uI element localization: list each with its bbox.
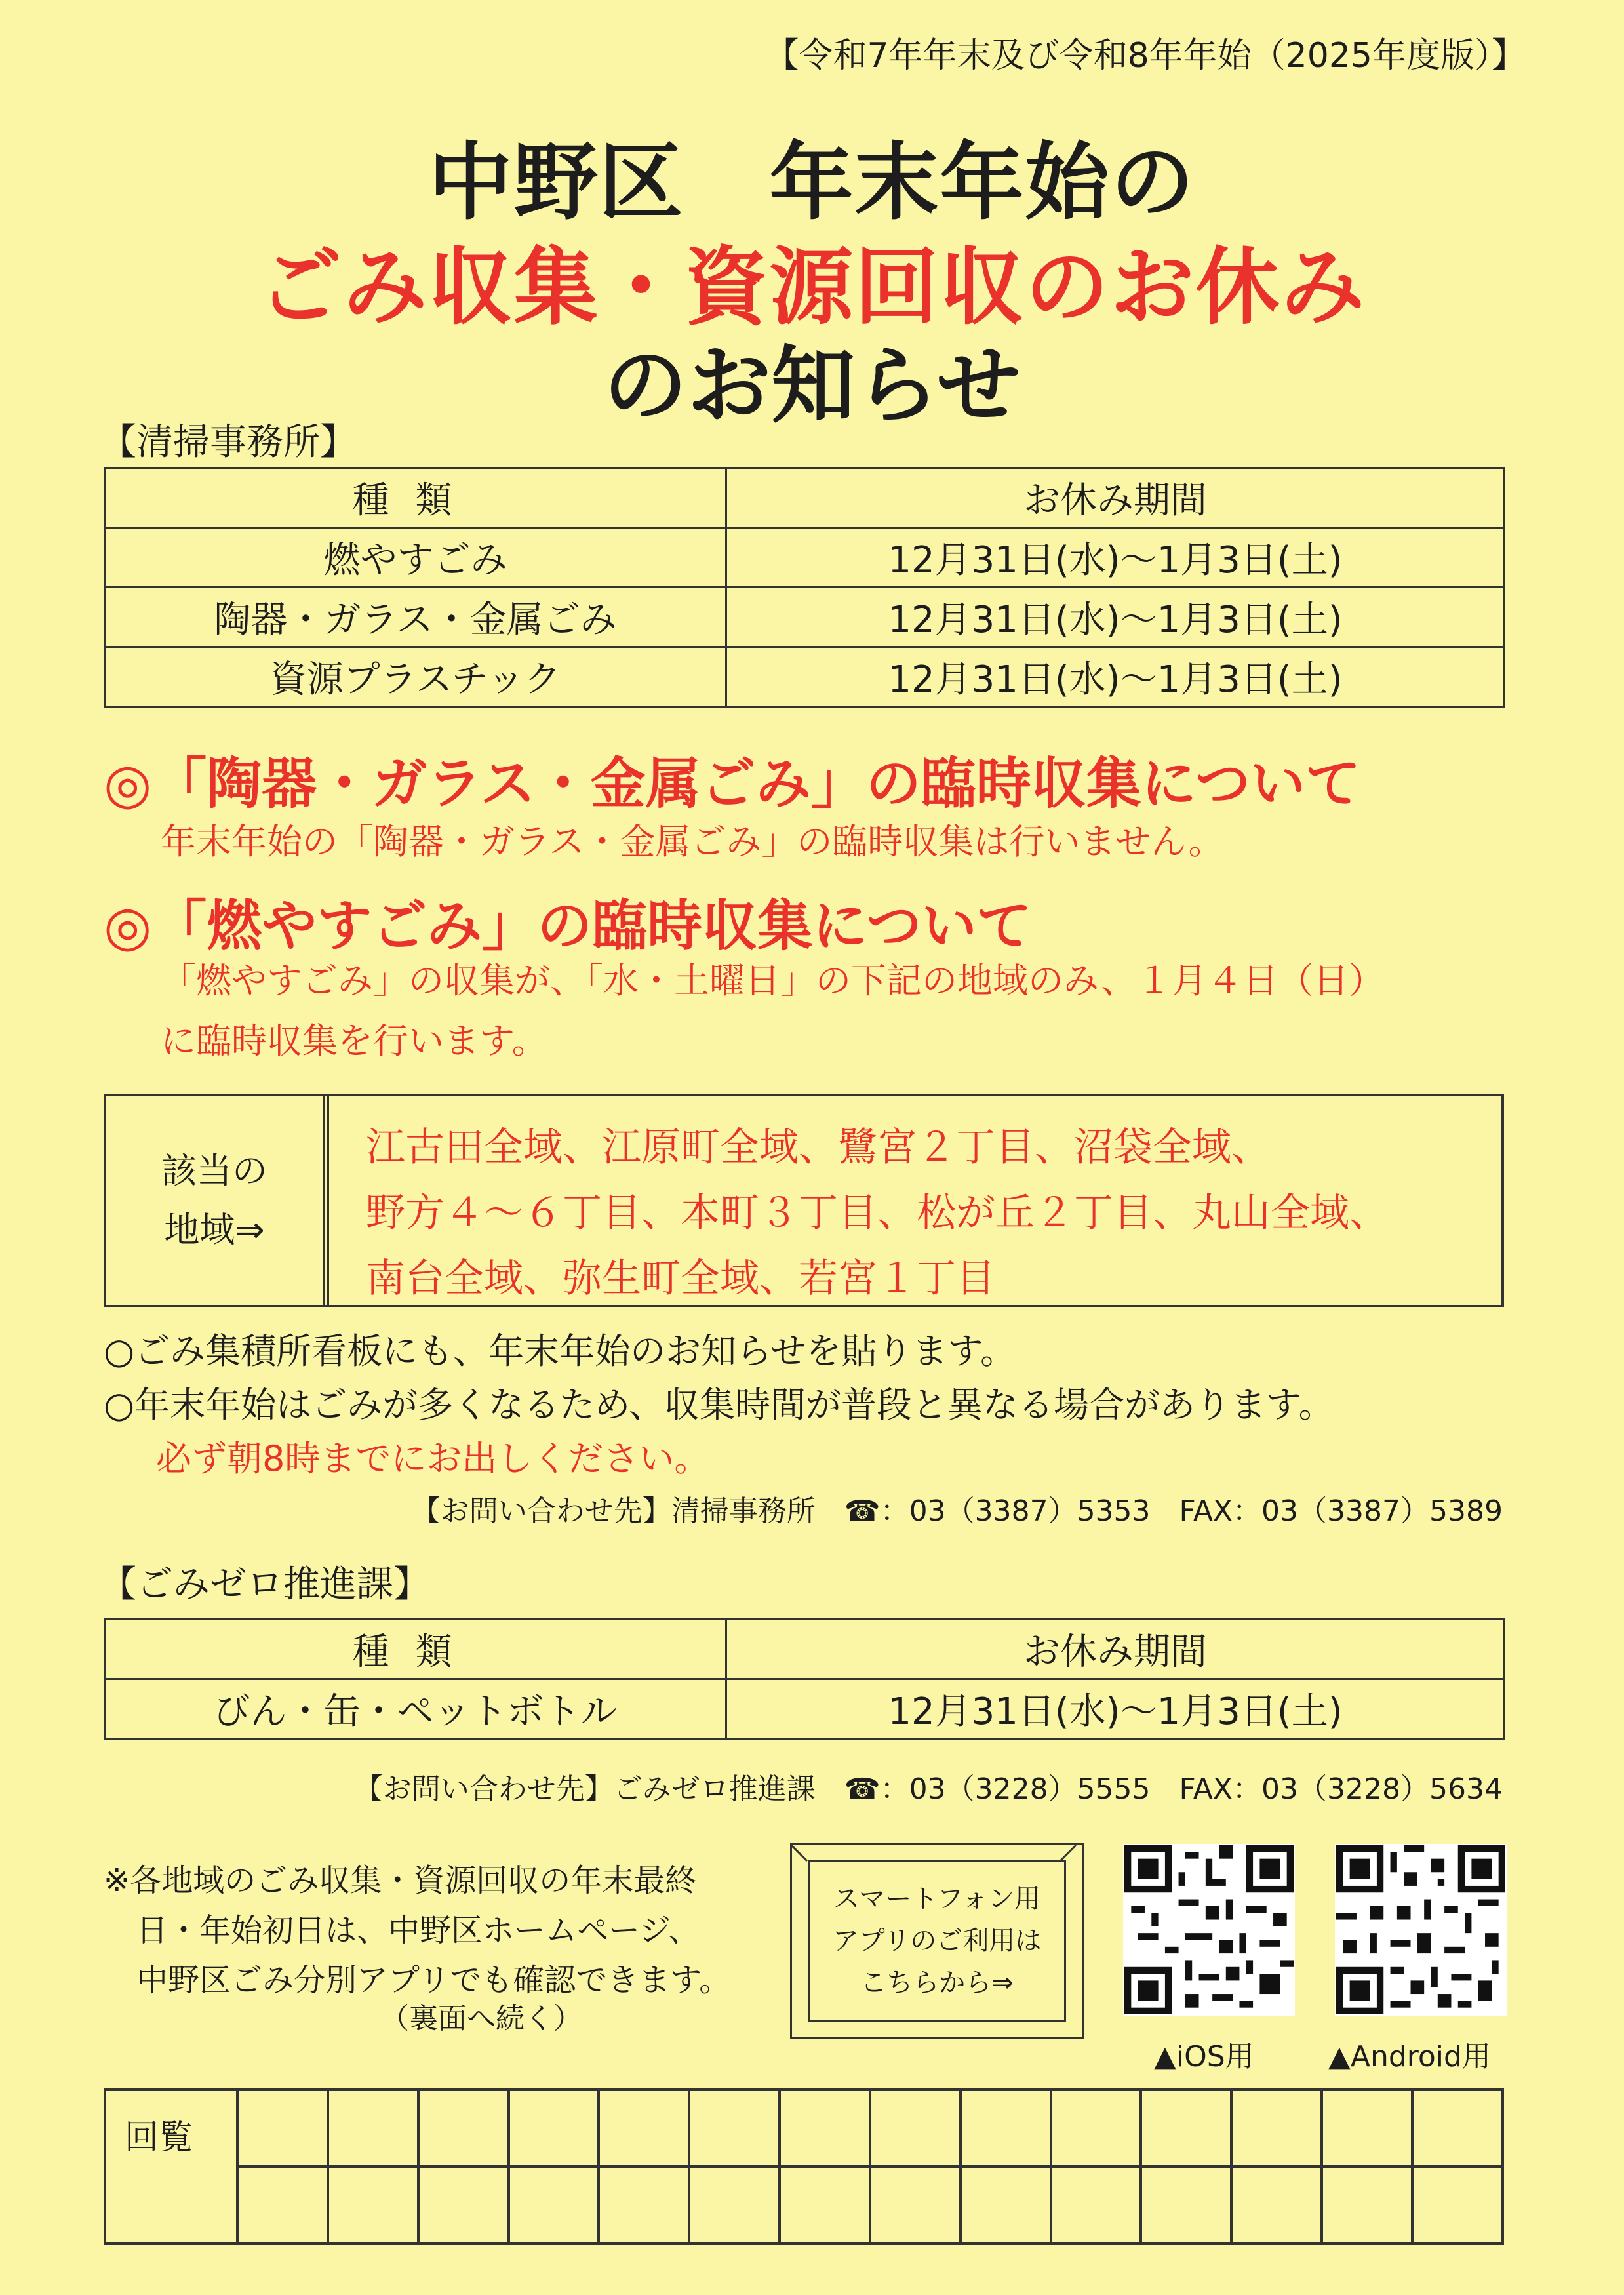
edition-label: 【令和7年年末及び令和8年年始（2025年度版）】	[764, 36, 1526, 75]
bottom-note-line2: 日・年始初日は、中野区ホームページ、	[136, 1912, 700, 1949]
stamp-cell[interactable]	[1141, 2166, 1231, 2243]
stamp-cell[interactable]	[1322, 2090, 1412, 2166]
stamp-cell[interactable]	[237, 2166, 328, 2243]
app-info-line1: スマートフォン用	[833, 1884, 1040, 1914]
header-type: 種類	[105, 1620, 726, 1679]
target-areas-label	[106, 1096, 329, 1305]
target-areas-list	[366, 1115, 1475, 1311]
stamp-cell[interactable]	[1051, 2090, 1141, 2166]
stamp-cell[interactable]	[870, 2090, 961, 2166]
row-period: 12月31日(水)〜1月3日(土)	[726, 528, 1505, 588]
stamp-cell[interactable]	[1231, 2090, 1322, 2166]
row-type: 資源プラスチック	[105, 647, 726, 707]
bottom-note	[104, 1856, 746, 2005]
ios-qr-code[interactable]	[1123, 1844, 1295, 2018]
section1-label: 【清掃事務所】	[100, 421, 357, 464]
stamp-cell[interactable]	[1141, 2090, 1231, 2166]
title-line-2: ごみ収集・資源回収のお休み	[258, 239, 1366, 336]
table-row	[105, 647, 1505, 707]
notice1-heading: ◎「陶器・ガラス・金属ごみ」の臨時収集について	[104, 751, 1361, 816]
continue-label: （裏面へ続く）	[380, 2002, 582, 2035]
stamp-cell[interactable]	[328, 2166, 418, 2243]
stamp-cell[interactable]	[870, 2166, 961, 2243]
row-type: びん・缶・ペットボトル	[105, 1679, 726, 1739]
section2-table	[104, 1618, 1505, 1740]
stamp-cell[interactable]	[1412, 2166, 1503, 2243]
stamp-cell[interactable]	[689, 2166, 780, 2243]
circulation-table	[104, 2088, 1504, 2245]
stamp-cell[interactable]	[689, 2090, 780, 2166]
header-type: 種類	[105, 468, 726, 528]
circulation-label: 回覧	[105, 2090, 237, 2243]
stamp-cell[interactable]	[961, 2166, 1051, 2243]
section1-table	[104, 467, 1505, 708]
note-3: 必ず朝8時までにお出しください。	[156, 1438, 710, 1479]
stamp-cell[interactable]	[418, 2090, 509, 2166]
stamp-cell[interactable]	[509, 2090, 599, 2166]
stamp-cell[interactable]	[961, 2090, 1051, 2166]
title-line-3: のお知らせ	[603, 337, 1021, 435]
target-areas-line1: 江古田全域、江原町全域、鷺宮２丁目、沼袋全域、	[366, 1125, 1271, 1170]
stamp-cell[interactable]	[1231, 2166, 1322, 2243]
table-header-row	[105, 1620, 1505, 1679]
app-info-box	[790, 1843, 1084, 2039]
header-period: お休み期間	[726, 468, 1505, 528]
android-qr-code[interactable]	[1335, 1844, 1507, 2018]
row-type: 陶器・ガラス・金属ごみ	[105, 588, 726, 647]
notice2-body-line2: に臨時収集を行います。	[161, 1020, 547, 1062]
frame-corner	[791, 1845, 808, 1862]
section2-label: 【ごみゼロ推進課】	[100, 1563, 430, 1606]
stamp-cell[interactable]	[328, 2090, 418, 2166]
stamp-cell[interactable]	[780, 2166, 870, 2243]
circulation-row	[105, 2166, 1503, 2243]
table-header-row	[105, 468, 1505, 528]
table-row	[105, 1679, 1505, 1739]
table-row	[105, 528, 1505, 588]
notice1-body: 年末年始の「陶器・ガラス・金属ごみ」の臨時収集は行いません。	[161, 821, 1224, 862]
target-areas-line2: 野方４〜６丁目、本町３丁目、松が丘２丁目、丸山全域、	[366, 1190, 1389, 1236]
notice2-heading: ◎「燃やすごみ」の臨時収集について	[104, 894, 1032, 958]
target-areas-box	[104, 1094, 1504, 1307]
android-label: ▲Android用	[1328, 2040, 1491, 2073]
stamp-cell[interactable]	[1322, 2166, 1412, 2243]
table-row	[105, 588, 1505, 647]
qr-code-icon	[1123, 1844, 1295, 2016]
app-info-text	[808, 1860, 1066, 2022]
header-period: お休み期間	[726, 1620, 1505, 1679]
contact-zero-waste: 【お問い合わせ先】ごみゼロ推進課 ☎：03（3228）5555 FAX：03（3228）5634	[353, 1772, 1503, 1806]
target-areas-line3: 南台全域、弥生町全域、若宮１丁目	[366, 1256, 995, 1302]
app-info-line2: アプリのご利用は	[832, 1926, 1042, 1956]
notice2-body-line1: 「燃やすごみ」の収集が、「水・土曜日」の下記の地域のみ、１月４日（日）	[161, 960, 1385, 1001]
bottom-note-line1: ※各地域のごみ収集・資源回収の年末最終	[104, 1862, 697, 1899]
title-line-1: 中野区 年末年始の	[428, 134, 1196, 231]
row-period: 12月31日(水)〜1月3日(土)	[726, 588, 1505, 647]
stamp-cell[interactable]	[1412, 2090, 1503, 2166]
stamp-cell[interactable]	[599, 2166, 689, 2243]
target-areas-label-line1: 該当の	[161, 1150, 267, 1191]
app-info-line3: こちらから⇒	[860, 1968, 1014, 1998]
stamp-cell[interactable]	[1051, 2166, 1141, 2243]
frame-corner	[1060, 1845, 1077, 1862]
note-1: ○ごみ集積所看板にも、年末年始のお知らせを貼ります。	[104, 1330, 1016, 1372]
circulation-row	[105, 2090, 1503, 2166]
stamp-cell[interactable]	[237, 2090, 328, 2166]
stamp-cell[interactable]	[780, 2090, 870, 2166]
stamp-cell[interactable]	[509, 2166, 599, 2243]
ios-label: ▲iOS用	[1154, 2040, 1254, 2073]
stamp-cell[interactable]	[599, 2090, 689, 2166]
note-2: ○年末年始はごみが多くなるため、収集時間が普段と異なる場合があります。	[104, 1384, 1334, 1426]
stamp-cell[interactable]	[418, 2166, 509, 2243]
contact-cleaning-office: 【お問い合わせ先】清掃事務所 ☎：03（3387）5353 FAX：03（3387）5389	[411, 1494, 1503, 1528]
row-period: 12月31日(水)〜1月3日(土)	[726, 647, 1505, 707]
row-period: 12月31日(水)〜1月3日(土)	[726, 1679, 1505, 1739]
qr-code-icon	[1335, 1844, 1507, 2016]
target-areas-label-line2: 地域⇒	[164, 1209, 265, 1250]
row-type: 燃やすごみ	[105, 528, 726, 588]
bottom-note-line3: 中野区ごみ分別アプリでも確認できます。	[136, 1962, 731, 1999]
